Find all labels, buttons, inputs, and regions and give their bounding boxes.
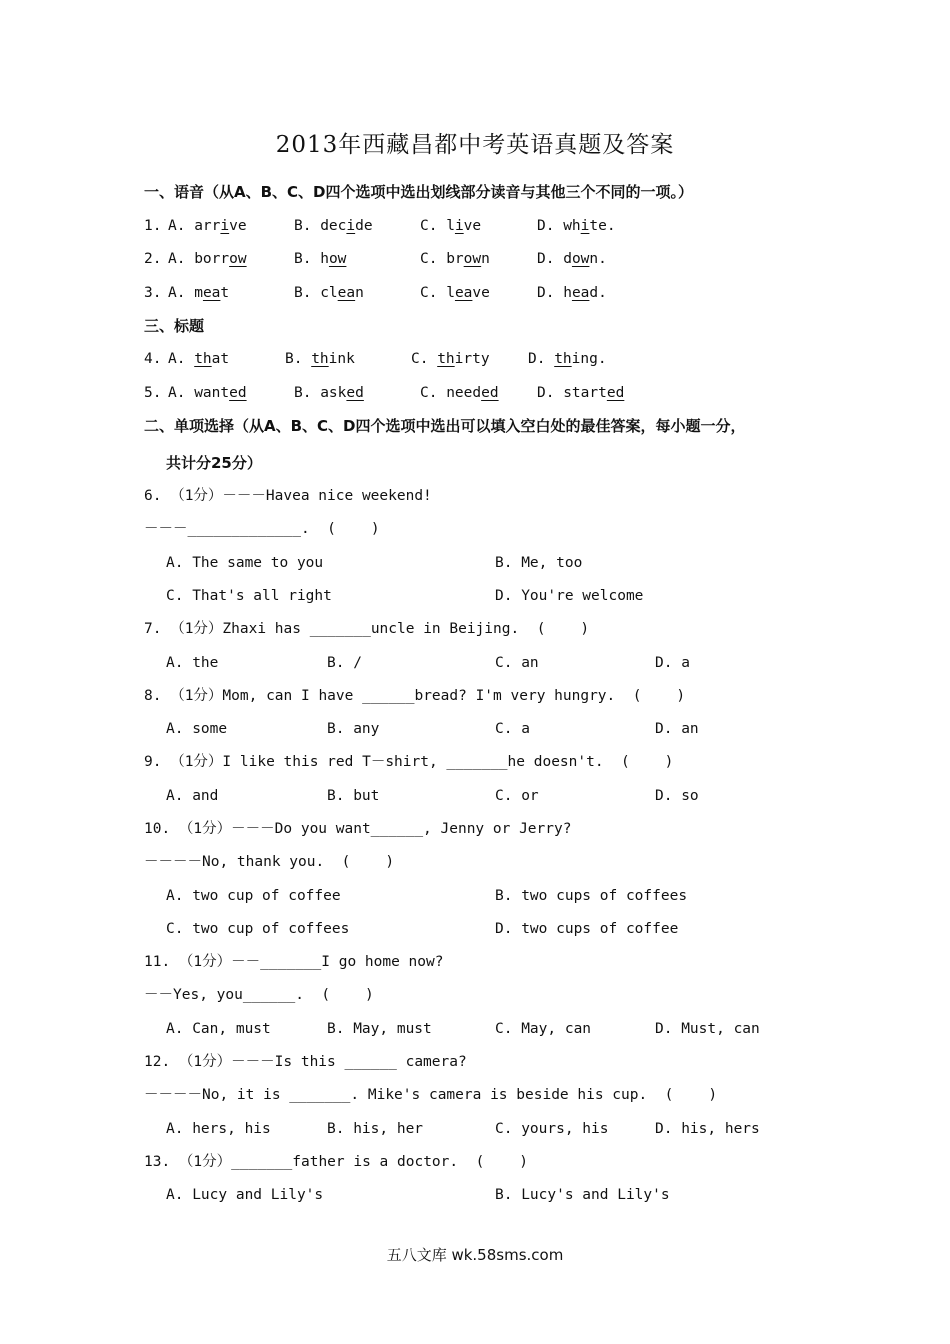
question-8-option-d: D. an [655, 721, 699, 737]
question-9-option-a: A. and [166, 788, 219, 804]
question-10-option-a: A. two cup of coffee [166, 888, 341, 904]
question-7-option-a: A. the [166, 655, 219, 671]
question-7-stem: 7. （1分）Zhaxi has _______uncle in Beijing. ( ) [144, 621, 590, 637]
section-1-heading: 一、语音（从A、B、C、D四个选项中选出划线部分读音与其他三个不同的一项。） [144, 183, 694, 201]
question-11-stem: 11. （1分）－－_______I go home now? [144, 954, 444, 970]
question-12-option-c: C. yours, his [495, 1121, 609, 1137]
question-9-stem: 9. （1分）I like this red T－shirt, _______he doesn't. ( ) [144, 754, 674, 770]
question-10-option-d: D. two cups of coffee [495, 921, 679, 937]
question-5-option-a: A. wanted [168, 385, 247, 401]
question-3-option-c: C. leave [420, 285, 490, 301]
question-1-option-b: B. decide [294, 218, 373, 234]
section-3-heading: 三、标题 [144, 317, 205, 335]
question-1-option-d: D. white. [537, 218, 616, 234]
question-5-option-d: D. started [537, 385, 625, 401]
question-3-option-d: D. head. [537, 285, 607, 301]
section-2-heading: 二、单项选择（从A、B、C、D四个选项中选出可以填入空白处的最佳答案，每小题一分， [144, 417, 746, 435]
question-7-option-b: B. / [327, 655, 362, 671]
question-10-option-b: B. two cups of coffees [495, 888, 688, 904]
question-6-stem: 6. （1分）－－－Havea nice weekend! [144, 488, 432, 504]
question-6-option-d: D. You're welcome [495, 588, 644, 604]
question-8-option-c: C. a [495, 721, 530, 737]
question-5-option-c: C. needed [420, 385, 499, 401]
question-8-option-b: B. any [327, 721, 380, 737]
question-10-option-c: C. two cup of coffees [166, 921, 350, 937]
page-title: 2013年西藏昌都中考英语真题及答案 [275, 132, 675, 158]
question-12-option-b: B. his, her [327, 1121, 424, 1137]
question-4-option-c: C. thirty [411, 351, 490, 367]
question-11-option-b: B. May, must [327, 1021, 432, 1037]
question-10-reply: －－－－No, thank you. ( ) [144, 854, 395, 870]
question-12-reply: －－－－No, it is _______. Mike's camera is beside his cup. ( ) [144, 1087, 718, 1103]
question-11-option-d: D. Must, can [655, 1021, 760, 1037]
question-3-option-a: A. meat [168, 285, 230, 301]
question-2-option-a: A. borrow [168, 251, 247, 267]
question-12-stem: 12. （1分）－－－Is this ______ camera? [144, 1054, 467, 1070]
question-11-option-c: C. May, can [495, 1021, 592, 1037]
question-3-number: 3. [144, 285, 162, 301]
question-8-option-a: A. some [166, 721, 228, 737]
question-1-number: 1. [144, 218, 162, 234]
question-5-option-b: B. asked [294, 385, 364, 401]
question-6-reply: －－－_____________. ( ) [144, 521, 380, 537]
question-13-option-a: A. Lucy and Lily's [166, 1187, 324, 1203]
question-2-number: 2. [144, 251, 162, 267]
question-3-option-b: B. clean [294, 285, 364, 301]
section-2-heading-cont: 共计分25分） [166, 454, 262, 472]
question-4-option-a: A. that [168, 351, 230, 367]
question-13-option-b: B. Lucy's and Lily's [495, 1187, 670, 1203]
footer-watermark: 五八文库 wk.58sms.com [386, 1246, 564, 1264]
question-2-option-c: C. brown [420, 251, 490, 267]
question-6-option-c: C. That's all right [166, 588, 332, 604]
question-4-option-d: D. thing. [528, 351, 607, 367]
question-12-option-a: A. hers, his [166, 1121, 271, 1137]
question-2-option-d: D. down. [537, 251, 607, 267]
question-6-option-a: A. The same to you [166, 555, 324, 571]
question-10-stem: 10. （1分）－－－Do you want______, Jenny or Jerry? [144, 821, 572, 837]
question-11-reply: －－Yes, you______. ( ) [144, 987, 374, 1003]
question-1-option-c: C. live [420, 218, 482, 234]
question-7-option-c: C. an [495, 655, 539, 671]
question-9-option-d: D. so [655, 788, 699, 804]
question-9-option-b: B. but [327, 788, 380, 804]
question-4-option-b: B. think [285, 351, 355, 367]
question-7-option-d: D. a [655, 655, 690, 671]
question-8-stem: 8. （1分）Mom, can I have ______bread? I'm very hungry. ( ) [144, 688, 686, 704]
question-1-option-a: A. arrive [168, 218, 247, 234]
question-11-option-a: A. Can, must [166, 1021, 271, 1037]
question-6-option-b: B. Me, too [495, 555, 583, 571]
question-9-option-c: C. or [495, 788, 539, 804]
question-2-option-b: B. how [294, 251, 347, 267]
question-13-stem: 13. （1分）_______father is a doctor. ( ) [144, 1154, 528, 1170]
question-5-number: 5. [144, 385, 162, 401]
question-12-option-d: D. his, hers [655, 1121, 760, 1137]
question-4-number: 4. [144, 351, 162, 367]
